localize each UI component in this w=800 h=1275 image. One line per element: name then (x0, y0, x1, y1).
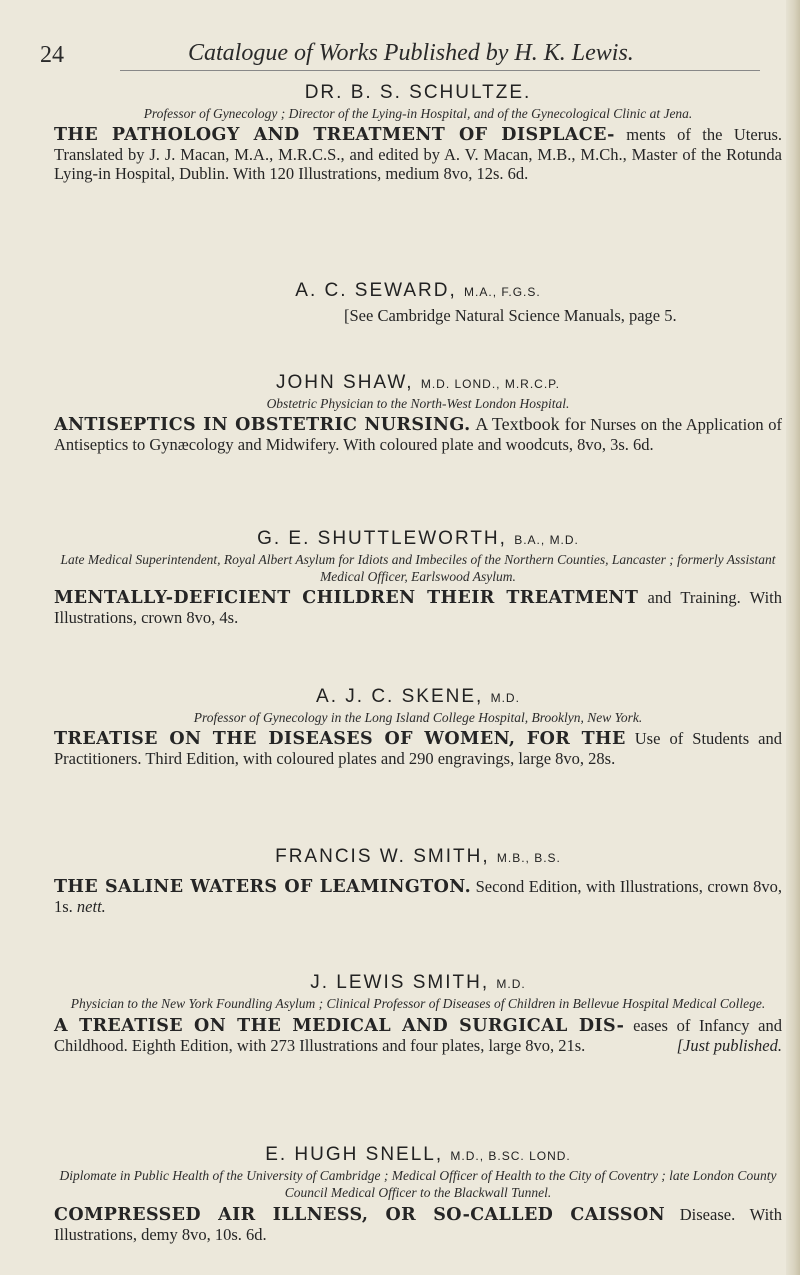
author-affiliation: Professor of Gynecology ; Director of the Lying-in Hospital, and of the Gynecological Clinic at Jena. (143, 106, 693, 121)
author-qualifications: B.A., M.D. (514, 533, 579, 547)
book-title-tail: A Textbook for (475, 414, 586, 434)
author-name: FRANCIS W. SMITH, M.B., B.S. (275, 846, 561, 867)
catalogue-entry (54, 528, 782, 627)
book-title: THE SALINE WATERS OF LEAMINGTON. (54, 877, 472, 897)
book-listing (54, 588, 782, 627)
author-qualifications: M.D., B.SC. LOND. (450, 1149, 571, 1163)
author-affiliation: Obstetric Physician to the North-West London Hospital. (266, 396, 570, 411)
author-affiliation: Diplomate in Public Health of the University of Cambridge ; Medical Officer of Health to the City of Coventry ; late London County Council Medical Officer to the Blackwall Tunnel. (59, 1168, 777, 1200)
publication-note: [Just published. (676, 1036, 782, 1055)
book-listing (54, 877, 782, 916)
catalogue-entry (54, 280, 782, 325)
book-description: Disease. With Illustrations, demy 8vo, 10s. 6d. (54, 1205, 782, 1244)
book-title-tail: Second Edition, with (475, 877, 616, 896)
book-description: Use of Students and Practitioners. Third Edition, with coloured plates and 290 engravings, large 8vo, 28s. (54, 729, 782, 768)
page-header (40, 40, 780, 70)
running-title: Catalogue of Works Published by H. K. Lewis. (188, 40, 634, 66)
page-edge (786, 0, 800, 1275)
catalogue-entry (54, 846, 782, 916)
catalogue-entry (54, 82, 782, 183)
author-affiliation: Professor of Gynecology in the Long Island College Hospital, Brooklyn, New York. (193, 710, 643, 725)
author-qualifications: M.D. LOND., M.R.C.P. (420, 377, 560, 391)
author-affiliation: Late Medical Superintendent, Royal Albert Asylum for Idiots and Imbeciles of the Northern Counties, Lancaster ; formerly Assistant Medical Officer, Earlswood Asylum. (60, 552, 776, 584)
book-listing (54, 125, 782, 183)
header-rule (120, 70, 760, 71)
book-title: THE PATHOLOGY AND TREATMENT OF DISPLACE- (54, 125, 615, 145)
book-description: Nurses on the Application of Antiseptics to Gynæcology and Midwifery. With coloured plate and woodcuts, 8vo, 3s. 6d. (54, 415, 783, 454)
book-title: COMPRESSED AIR ILLNESS, OR SO-CALLED CAISSON (54, 1205, 666, 1225)
author-name: JOHN SHAW, M.D. LOND., M.R.C.P. (276, 372, 560, 393)
author-name: E. HUGH SNELL, M.D., B.SC. LOND. (265, 1144, 571, 1165)
book-listing (54, 1205, 782, 1244)
book-description: and Training. With Illustrations, crown 8vo, 4s. (54, 588, 783, 627)
book-title: ANTISEPTICS IN OBSTETRIC NURSING. (54, 415, 471, 435)
author-name: A. C. SEWARD, M.A., F.G.S. (295, 280, 541, 301)
cross-reference: [See Cambridge Natural Science Manuals, page 5. (344, 306, 677, 325)
author-name: DR. B. S. SCHULTZE. (304, 82, 532, 103)
author-name: A. J. C. SKENE, M.D. (316, 686, 520, 707)
page-number: 24 (40, 42, 64, 68)
book-title: A TREATISE ON THE MEDICAL AND SURGICAL DIS- (54, 1016, 625, 1036)
book-listing (54, 729, 782, 768)
book-listing (54, 1016, 782, 1055)
catalogue-entry (54, 372, 782, 454)
author-name: J. LEWIS SMITH, M.D. (310, 972, 526, 993)
book-description: ments of the Uterus. Translated by J. J. Macan, M.A., M.R.C.S., and edited by A. V. Macan, M.B., M.Ch., Master of the Rotunda Lying-in Hospital, Dublin. With 120 Illustrations, medium 8vo, 12s. 6d. (54, 125, 782, 183)
book-description: eases of Infancy and Childhood. Eighth Edition, with 273 Illustrations and four plates, large 8vo, 21s. (54, 1016, 782, 1055)
author-qualifications: M.B., B.S. (496, 851, 561, 865)
catalogue-entry (54, 1144, 782, 1244)
price-note: nett. (76, 897, 106, 916)
catalogue-entry (54, 686, 782, 768)
catalogue-entry (54, 972, 782, 1055)
author-name: G. E. SHUTTLEWORTH, B.A., M.D. (257, 528, 579, 549)
author-affiliation: Physician to the New York Foundling Asylum ; Clinical Professor of Diseases of Children in Bellevue Hospital Medical College. (70, 996, 766, 1011)
book-listing (54, 415, 782, 454)
author-qualifications: M.A., F.G.S. (464, 285, 541, 299)
book-title: TREATISE ON THE DISEASES OF WOMEN, FOR THE (54, 729, 626, 749)
book-title: MENTALLY-DEFICIENT CHILDREN THEIR TREATMENT (54, 588, 639, 608)
book-description: Illustrations, crown 8vo, 1s. (54, 877, 783, 916)
author-qualifications: M.D. (496, 977, 526, 991)
author-qualifications: M.D. (490, 691, 520, 705)
